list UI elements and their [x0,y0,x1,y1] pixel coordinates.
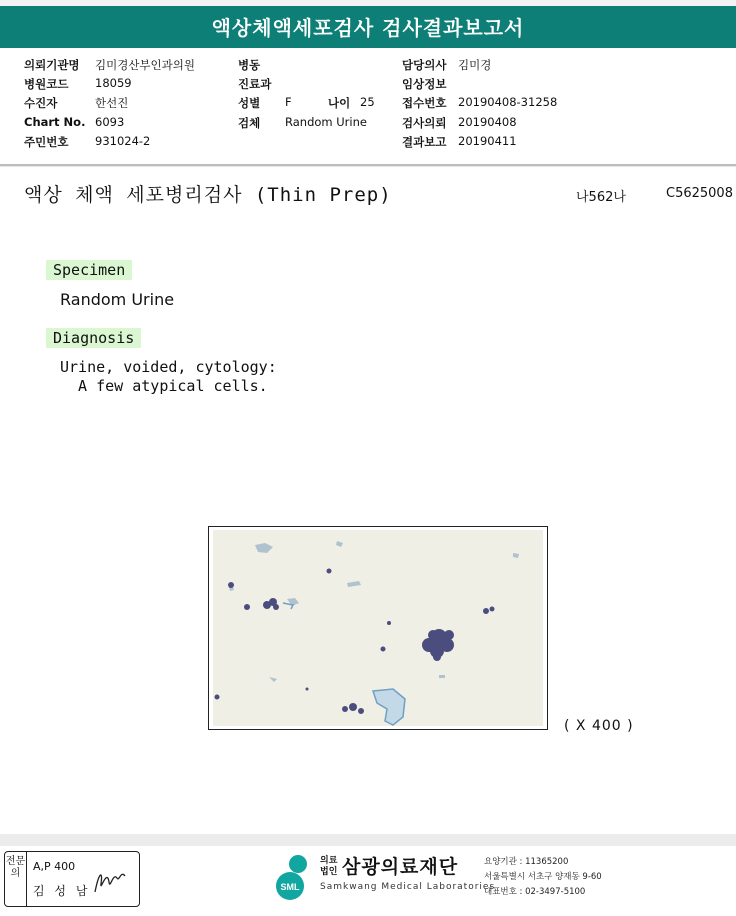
reported-value: 20190411 [458,134,517,148]
diagnosis-line-2: A few atypical cells. [60,377,268,395]
contact-line-2: 서울특별시 서초구 양재동 9-60 [484,872,602,882]
magnification-label: ( X 400 ) [564,718,634,734]
diagnosis-text [60,358,277,396]
report-title: 액상체액세포검사 검사결과보고서 [0,6,736,48]
patient-label: 수진자 [24,96,58,110]
diagnosis-line-1: Urine, voided, cytology: [60,358,277,376]
dept-label: 진료과 [238,77,272,91]
contact-line-3: 대표번호 : 02-3497-5100 [484,887,586,897]
institution-value: 김미경산부인과의원 [95,58,195,72]
patient-info [0,48,736,164]
org-prefix [320,856,337,878]
pathologist-name: 김 성 남 [33,884,91,898]
sex-label: 성별 [238,96,261,110]
reported-label: 결과보고 [402,135,447,149]
divider-shadow [0,166,736,167]
sml-logo [272,852,318,902]
age-label: 나이 [328,96,351,110]
contact-line-1: 요양기관 : 11365200 [484,857,569,867]
chart-label: Chart No. [24,115,86,129]
specialist-label: 전문의 [5,852,27,906]
requested-label: 검사의뢰 [402,116,447,130]
chart-value: 6093 [95,115,125,129]
age-value: 25 [360,95,375,109]
microscopy-svg [209,527,547,729]
ward-label: 병동 [238,58,261,72]
accession-value: 20190408-31258 [458,95,558,109]
clinical-info-label: 임상정보 [402,77,447,91]
specimen-type-value: Random Urine [285,115,367,129]
org-english-name: Samkwang Medical Laboratories [320,882,496,892]
org-name: 삼광의료재단 [342,856,459,878]
patient-value: 한선진 [95,96,129,110]
doctor-label: 담당의사 [402,58,447,72]
org-prefix-2: 법인 [320,867,338,877]
footer-divider [0,834,736,846]
hospital-code-value: 18059 [95,76,132,90]
sex-value: F [285,95,292,109]
microscopy-image [208,526,548,730]
test-code-b: C5625008 [666,186,733,201]
rrn-value: 931024-2 [95,134,151,148]
requested-value: 20190408 [458,115,517,129]
hospital-code-label: 병원코드 [24,77,69,91]
sml-logo-icon [272,852,318,902]
specimen-value: Random Urine [60,290,175,309]
org-contact [484,855,602,900]
signature-scribble [91,862,131,898]
test-name: 액상 체액 세포병리검사 (Thin Prep) [24,184,392,206]
rrn-label: 주민번호 [24,135,69,149]
org-prefix-1: 의료 [320,856,338,866]
specimen-type-label: 검체 [238,116,261,130]
diagnosis-heading: Diagnosis [46,328,141,348]
logo-text: SML [280,882,300,892]
accession-label: 접수번호 [402,96,447,110]
institution-label: 의뢰기관명 [24,58,80,72]
doctor-value: 김미경 [458,58,492,72]
test-code-a: 나562나 [576,190,626,205]
pathologist-signature-box [4,851,140,907]
pathologist-code: A,P 400 [33,860,76,873]
specimen-heading: Specimen [46,260,132,280]
